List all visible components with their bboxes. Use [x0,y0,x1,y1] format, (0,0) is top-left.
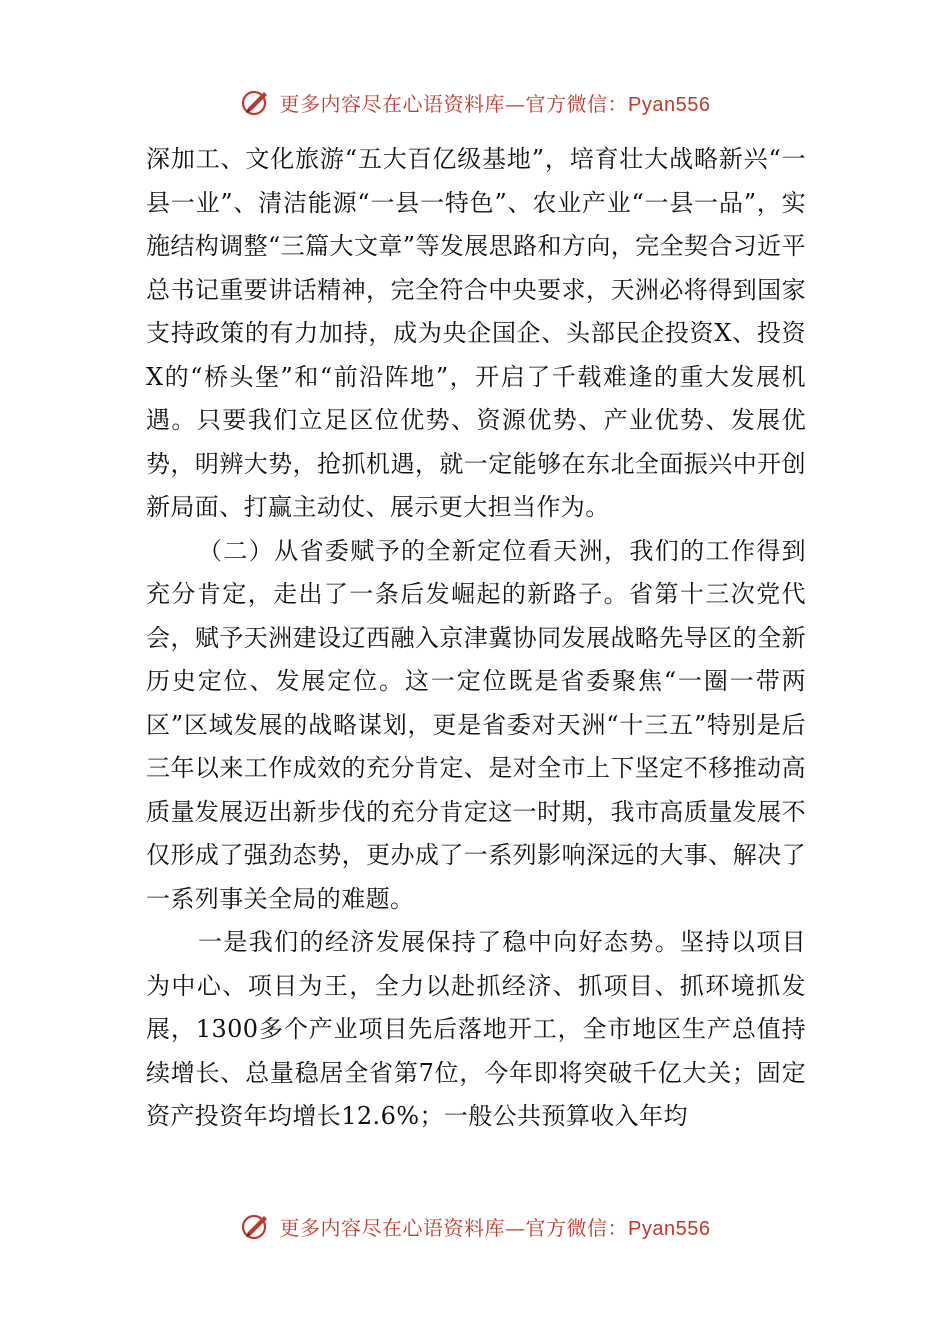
paragraph-1: 深加工、文化旅游“五大百亿级基地”，培育壮大战略新兴“一县一业”、清洁能源“一县一特色”、农业产业“一县一品”，实施结构调整“三篇大文章”等发展思路和方向，完全契合习近平总书记重要讲话精神，完全符合中央要求，天洲必将得到国家支持政策的有力加持，成为央企国企、头部民企投资X、投资X的“桥头堡”和“前沿阵地”，开启了千载难逢的重大发展机遇。只要我们立足区位优势、资源优势、产业优势、发展优势，明辨大势，抢抓机遇，就一定能够在东北全面振兴中开创新局面、打赢主动仗、展示更大担当作为。 [146,145,806,521]
document-body [146,138,806,1139]
footer-watermark [0,1210,950,1242]
watermark-text: 更多内容尽在心语资料库—官方微信：Pyan556 [279,1215,711,1240]
pen-circle-logo-icon [240,1210,272,1242]
watermark-text: 更多内容尽在心语资料库—官方微信：Pyan556 [279,91,711,116]
header-watermark [0,86,950,118]
paragraph-2: （二）从省委赋予的全新定位看天洲，我们的工作得到充分肯定，走出了一条后发崛起的新路子。省第十三次党代会，赋予天洲建设辽西融入京津冀协同发展战略先导区的全新历史定位、发展定位。这一定位既是省委聚焦“一圈一带两区”区域发展的战略谋划，更是省委对天洲“十三五”特别是后三年以来工作成效的充分肯定、是对全市上下坚定不移推动高质量发展迈出新步伐的充分肯定这一时期，我市高质量发展不仅形成了强劲态势，更办成了一系列影响深远的大事、解决了一系列事关全局的难题。 [146,536,806,913]
paragraph-3: 一是我们的经济发展保持了稳中向好态势。坚持以项目为中心、项目为王，全力以赴抓经济、抓项目、抓环境抓发展，1300多个产业项目先后落地开工，全市地区生产总值持续增长、总量稳居全省第7位，今年即将突破千亿大关；固定资产投资年均增长12.6%；一般公共预算收入年均 [146,928,806,1130]
pen-circle-logo-icon [240,86,272,118]
